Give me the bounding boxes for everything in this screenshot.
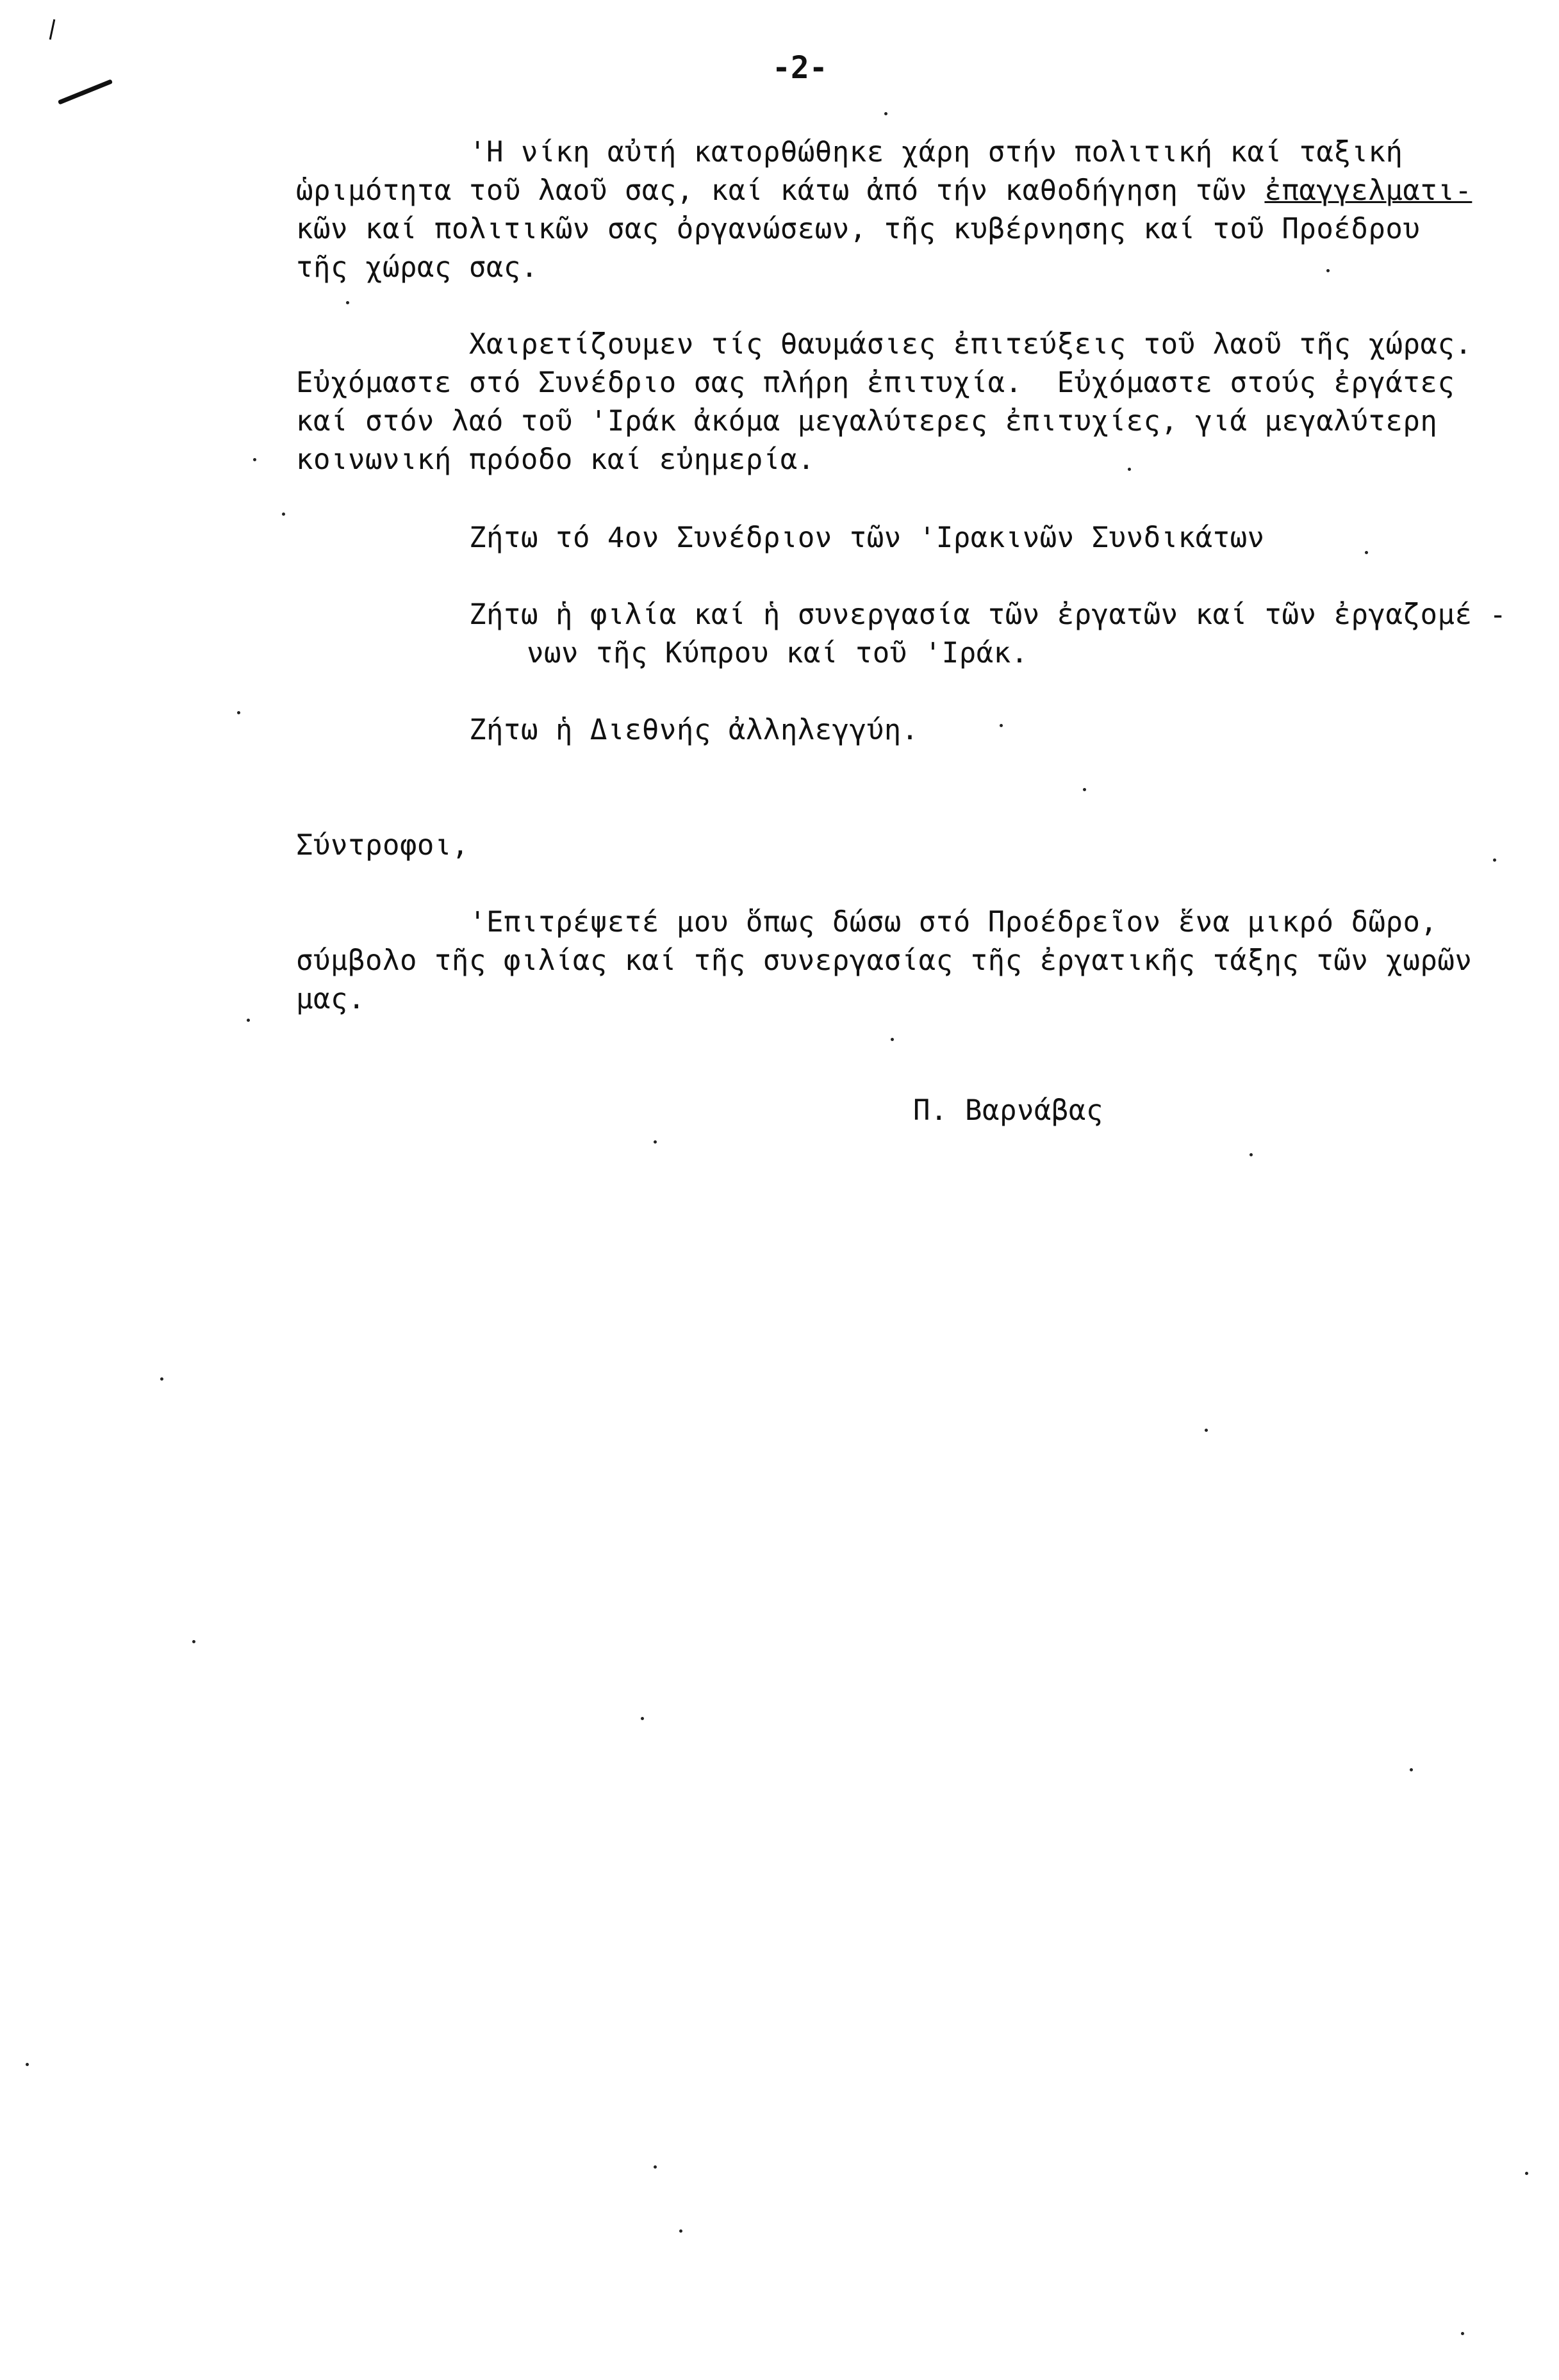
slogan-3: Ζήτω ἡ Διεθνής ἀλληλεγγύη. [469,714,919,746]
scan-speck [1128,468,1131,471]
scan-speck [679,2229,682,2233]
scan-speck [1410,1768,1413,1771]
salutation: Σύντροφοι, [296,829,469,862]
scan-speck [192,1640,195,1643]
scan-speck [654,2165,657,2169]
paragraph-1-line-2-text: ὡριμότητα τοῦ λαοῦ σας, καί κάτω ἀπό τήν καθοδήγηση τῶν [296,174,1265,207]
margin-pen-mark [58,79,113,104]
scan-speck [1326,269,1330,272]
signature: Π. Βαρνάβας [913,1094,1103,1127]
slogan-2-line-2: νων τῆς Κύπρου καί τοῦ 'Ιράκ. [527,637,1028,669]
scan-speck [253,458,256,461]
scan-speck [891,1038,894,1041]
paragraph-2-line-3: καί στόν λαό τοῦ 'Ιράκ ἀκόμα μεγαλύτερες ἐπιτυχίες, γιά μεγαλύτερη [296,405,1438,438]
paragraph-2-line-4: κοινωνική πρόοδο καί εὐημερία. [296,443,815,476]
scan-speck [160,1377,163,1381]
scan-speck [884,112,887,115]
scan-speck [1205,1429,1208,1432]
scan-speck [1250,1153,1253,1156]
paragraph-1-line-4: τῆς χώρας σας. [296,251,538,284]
scan-speck [237,711,240,714]
scan-speck [247,1019,250,1022]
paragraph-1-line-1: 'Η νίκη αὐτή κατορθώθηκε χάρη στήν πολιτική καί ταξική [469,136,1403,168]
paragraph-3-line-1: 'Επιτρέψετέ μου ὅπως δώσω στό Προέδρεῖον ἕνα μικρό δῶρο, [469,906,1438,939]
scan-speck [1365,551,1368,554]
scan-speck [641,1717,644,1720]
scan-speck [654,1140,657,1144]
page-number: -2- [772,50,828,86]
underlined-word: ἐπαγγελματι- [1264,174,1472,207]
scan-speck [1000,724,1003,727]
scan-speck [1083,788,1086,791]
paragraph-1-line-3: κῶν καί πολιτικῶν σας ὀργανώσεων, τῆς κυβέρνησης καί τοῦ Προέδρου [296,213,1421,245]
paragraph-3-line-2: σύμβολο τῆς φιλίας καί τῆς συνεργασίας τῆς ἐργατικῆς τάξης τῶν χωρῶν [296,944,1472,977]
scan-speck [282,513,285,516]
paragraph-1-line-2 [296,172,1472,210]
scan-speck [26,2063,29,2066]
slogan-2-line-1: Ζήτω ἡ φιλία καί ἡ συνεργασία τῶν ἐργατῶν καί τῶν ἐργαζομέ - [469,598,1507,631]
scan-speck [1461,2332,1464,2335]
scan-speck [1493,858,1496,862]
scan-speck [1525,2172,1528,2175]
paragraph-2-line-2: Εὐχόμαστε στό Συνέδριο σας πλήρη ἐπιτυχία. Εὐχόμαστε στούς ἐργάτες [296,366,1455,399]
scan-speck [346,301,349,304]
margin-tick-mark [49,19,56,40]
paragraph-3-line-3: μας. [296,983,365,1015]
slogan-1: Ζήτω τό 4ον Συνέδριον τῶν 'Ιρακινῶν Συνδικάτων [469,521,1265,554]
paragraph-2-line-1: Χαιρετίζουμεν τίς θαυμάσιες ἐπιτεύξεις τοῦ λαοῦ τῆς χώρας. [469,328,1472,361]
